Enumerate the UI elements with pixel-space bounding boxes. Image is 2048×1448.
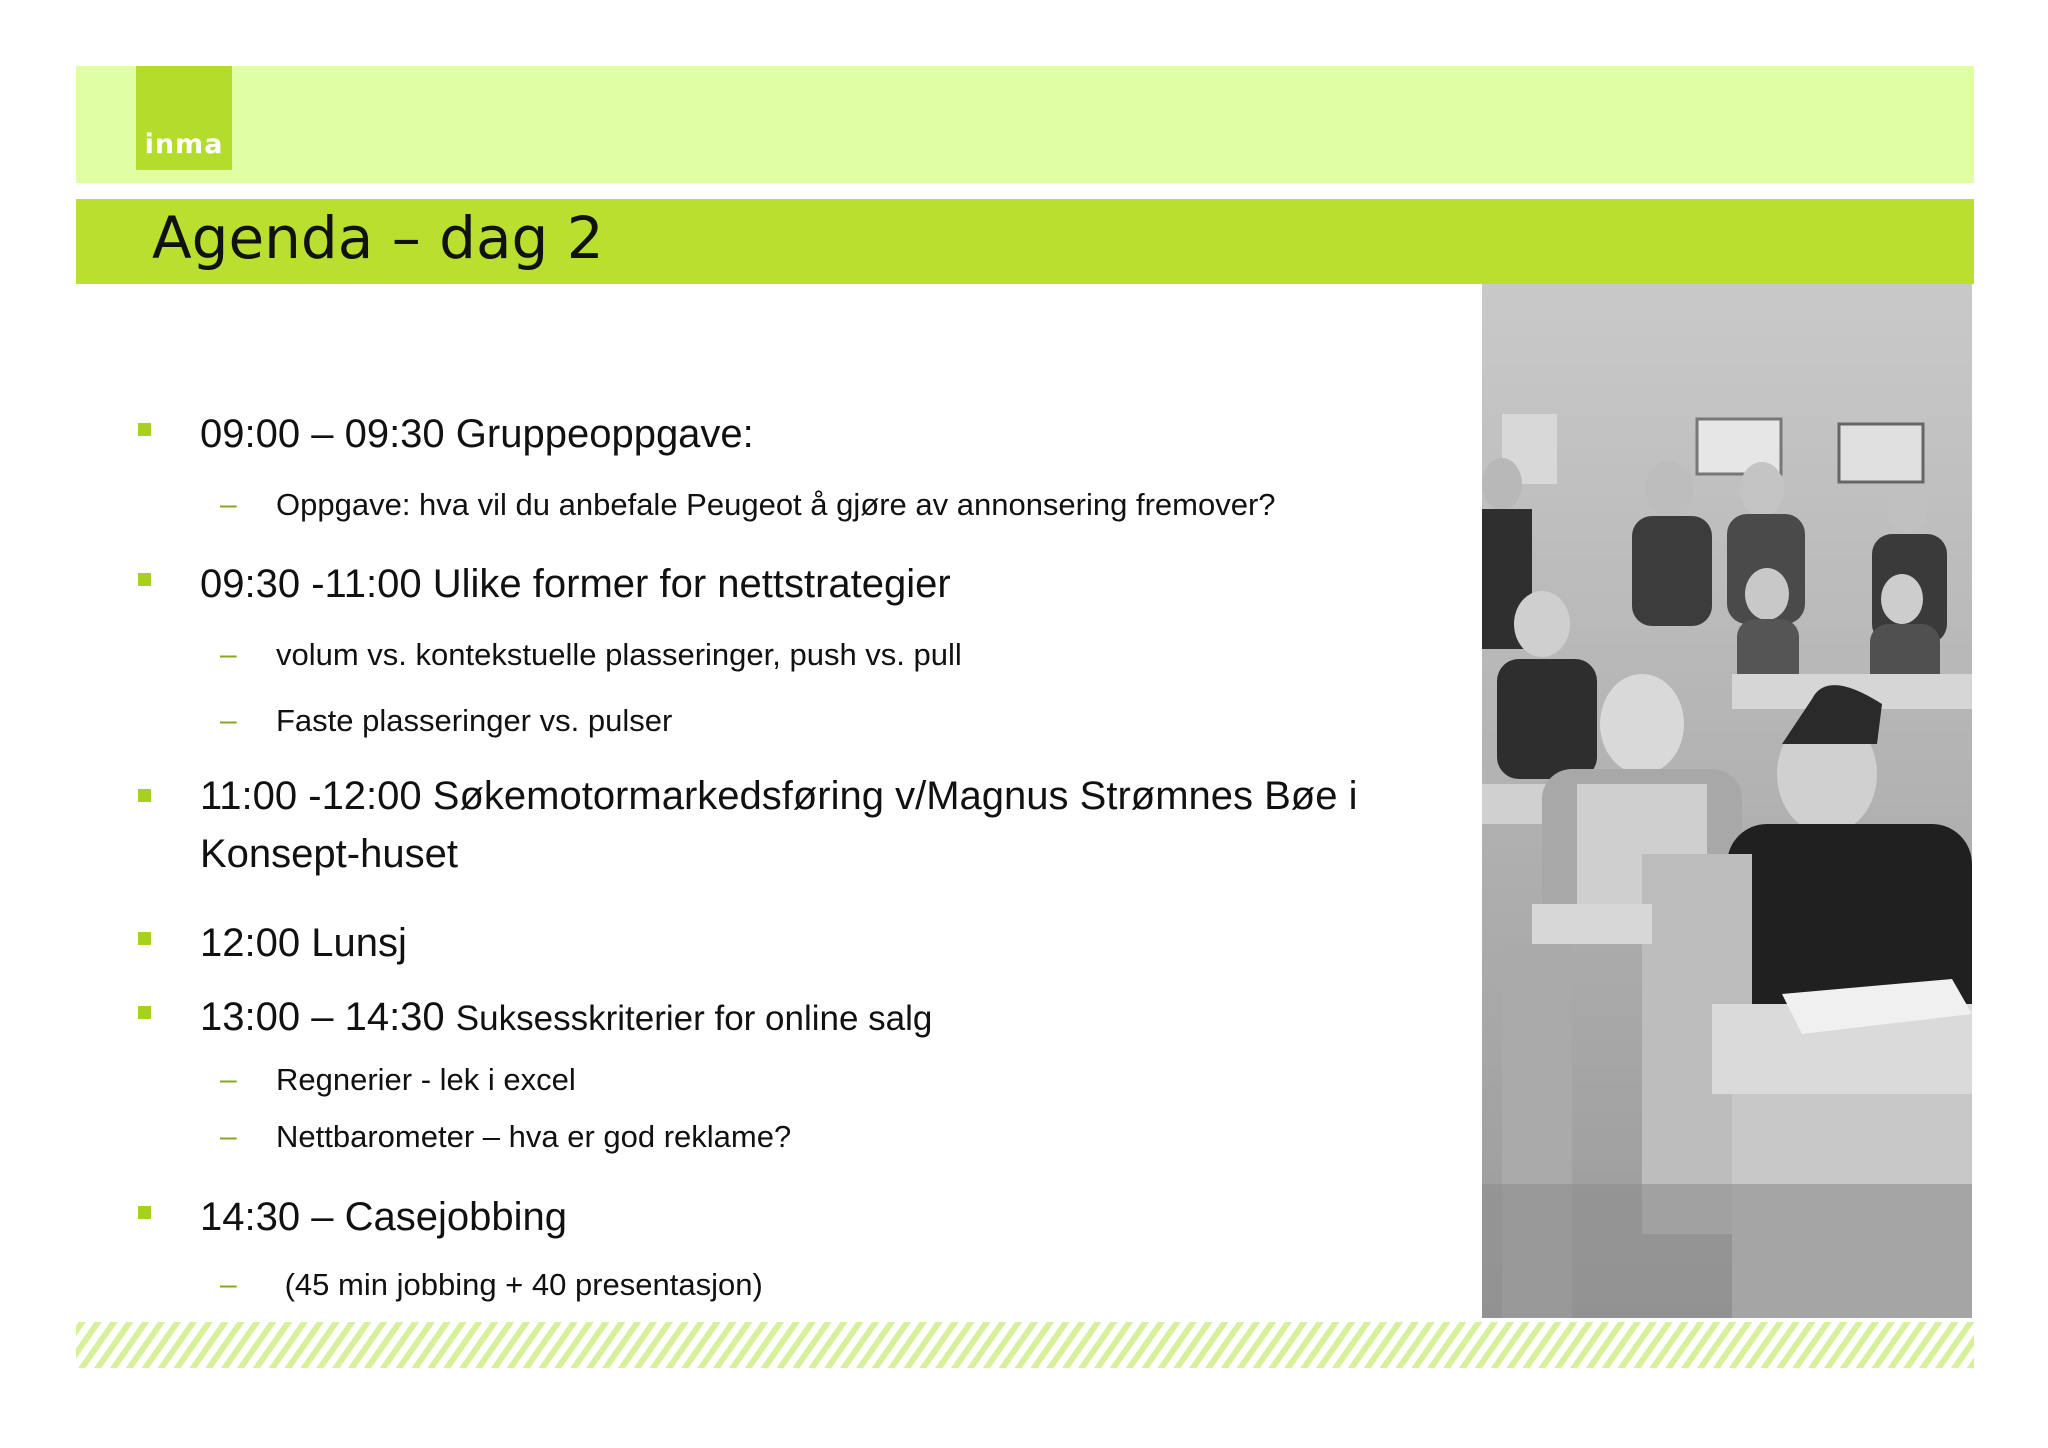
bullet-icon [138,423,151,436]
agenda-item-text: 09:30 -11:00 Ulike former for nettstrategier [200,562,951,606]
agenda-subitem-text: (45 min jobbing + 40 presentasjon) [276,1267,763,1302]
classroom-photo [1482,284,1972,1318]
slide-title: Agenda – dag 2 [152,204,604,272]
bullet-icon [138,789,151,802]
agenda-item-time: 13:00 – 14:30 [200,995,445,1039]
dash-icon: – [220,1268,237,1301]
dash-icon: – [220,638,237,671]
agenda-item-text: 09:00 – 09:30 Gruppeoppgave: [200,412,754,456]
logo-text: inma [144,129,224,160]
agenda-item-title: Suksesskriterier for online salg [455,999,933,1038]
agenda-item-text: 14:30 – Casejobbing [200,1195,567,1239]
dash-icon: – [220,1063,237,1096]
title-band [76,199,1974,284]
agenda-item-text: 12:00 Lunsj [200,921,407,965]
bullet-icon [138,573,151,586]
agenda-subitem-text: Regnerier - lek i excel [276,1062,576,1097]
agenda-subitem-text: Faste plasseringer vs. pulser [276,703,673,738]
header-band [76,66,1974,183]
agenda-item-text [200,988,932,1048]
agenda-subitem-text: Nettbarometer – hva er god reklame? [276,1119,792,1154]
agenda-item-text: 11:00 -12:00 Søkemotormarkedsføring v/Magnus Strømnes Bøe i Konsept-huset [200,774,1358,876]
bullet-icon [138,1206,151,1219]
dash-icon: – [220,704,237,737]
bullet-icon [138,1006,151,1019]
agenda-subitem-text: Oppgave: hva vil du anbefale Peugeot å gjøre av annonsering fremover? [276,487,1276,522]
agenda-subitem-text: volum vs. kontekstuelle plasseringer, push vs. pull [276,637,962,672]
dash-icon: – [220,488,237,521]
footer-stripes [76,1322,1974,1368]
dash-icon: – [220,1120,237,1153]
bullet-icon [138,932,151,945]
inma-logo [136,66,232,170]
